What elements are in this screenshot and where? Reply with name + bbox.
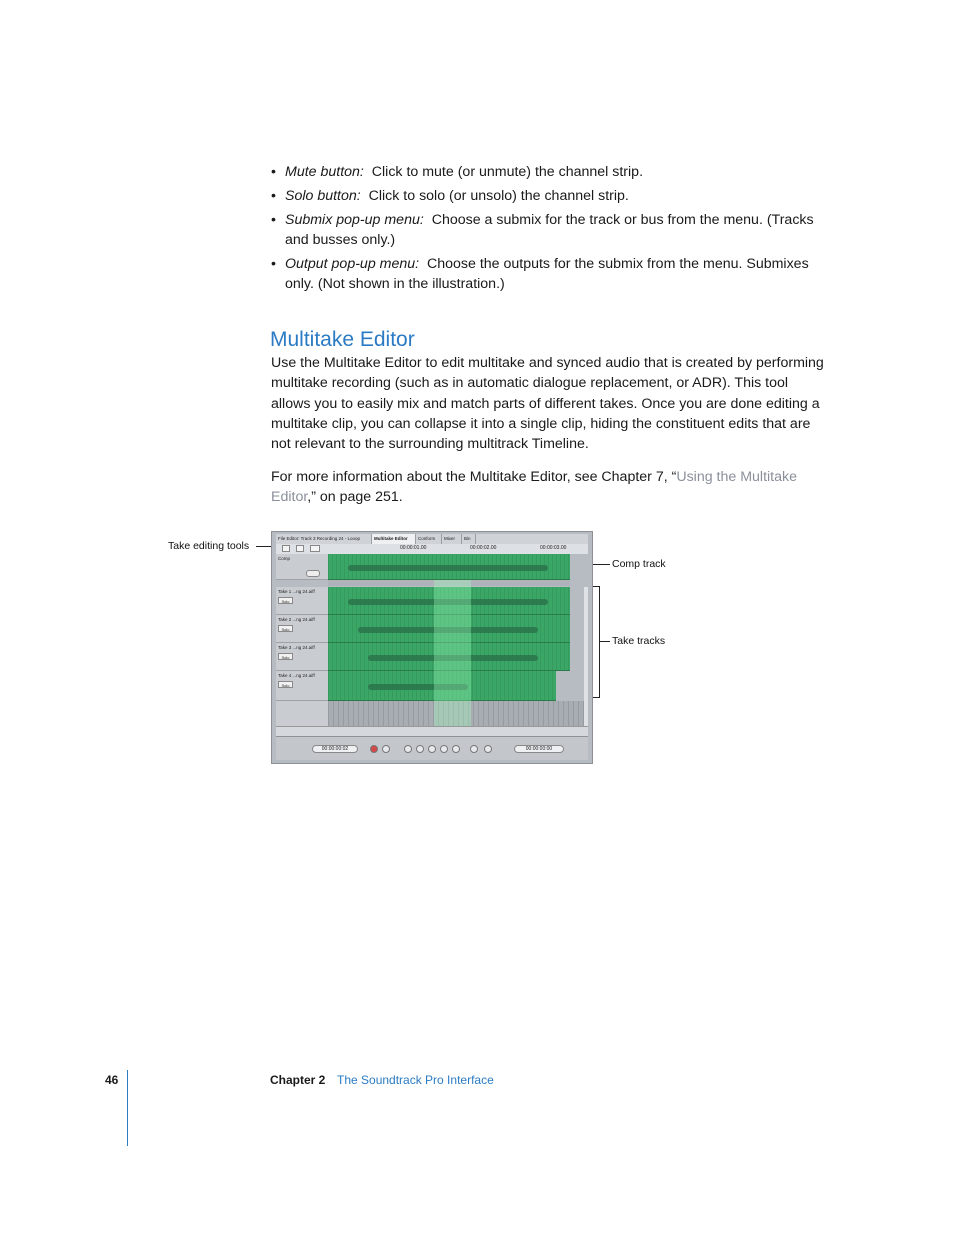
horizontal-scrollbar[interactable] (276, 726, 588, 736)
take-track-label: Take 3 ...ng 24.aiff (278, 645, 315, 650)
sync-icon[interactable] (484, 745, 492, 753)
duration-timecode[interactable]: 00:00:00:00 (514, 745, 564, 753)
solo-button[interactable]: Solo (278, 653, 293, 660)
solo-button[interactable]: Solo (278, 681, 293, 688)
footer-chapter: Chapter 2 (270, 1073, 326, 1087)
tab-conform[interactable]: Conform (416, 534, 442, 544)
bullet-item: • Submix pop-up menu: Choose a submix for the track or bus from the menu. (Tracks and busses only.) (271, 211, 814, 248)
empty-header-area (276, 701, 328, 726)
take-track-label: Take 1 ...ng 24.aiff (278, 589, 315, 594)
comp-track-label: Comp (278, 556, 291, 561)
take-track-header (276, 587, 328, 615)
section-heading: Multitake Editor (270, 328, 415, 351)
selection-highlight (434, 580, 471, 726)
solo-button[interactable]: Solo (278, 597, 293, 604)
take-track-label: Take 4 ...ng 24.aiff (278, 673, 315, 678)
comp-track-header (276, 554, 328, 580)
rewind-icon[interactable] (404, 745, 412, 753)
fast-forward-icon[interactable] (452, 745, 460, 753)
vertical-scrollbar[interactable] (584, 587, 588, 726)
callout-line (600, 641, 610, 642)
next-icon[interactable] (440, 745, 448, 753)
tab-mixer[interactable]: Mixer (442, 534, 462, 544)
ruler-timecode: 00:00:01.00 (400, 545, 427, 551)
page-number: 46 (105, 1073, 119, 1087)
bullet-list (271, 162, 831, 298)
callout-comp-track: Comp track (612, 558, 666, 570)
blade-tool-icon[interactable] (296, 545, 304, 552)
comp-track-lane[interactable] (328, 554, 570, 580)
tab-file-editor[interactable]: File Editor: Track 3 Recording 24 - Looop (276, 534, 372, 544)
tab-bin[interactable]: Bin (462, 534, 476, 544)
arrow-tool-icon[interactable] (282, 545, 290, 552)
record-button-icon[interactable] (370, 745, 378, 753)
waveform (348, 565, 548, 571)
play-selection-icon[interactable] (382, 745, 390, 753)
toolbar-row (276, 544, 588, 554)
callout-take-editing-tools: Take editing tools (168, 540, 250, 552)
reference-paragraph: For more information about the Multitake Editor, see Chapter 7, “Using the Multitake Editor,” on page 251. (271, 469, 797, 506)
bullet-item: • Mute button: Click to mute (or unmute) the channel strip. (271, 164, 644, 180)
solo-button[interactable]: Solo (278, 625, 293, 632)
take-track-label: Take 2 ...ng 24.aiff (278, 617, 315, 622)
gear-icon[interactable] (306, 570, 320, 577)
bullet-item: • Output pop-up menu: Choose the outputs for the submix from the menu. Submixes only. (Not shown in the illustration.) (271, 255, 809, 292)
tab-bar (276, 534, 588, 544)
playhead-timecode[interactable]: 00:00:00:02 (312, 745, 358, 753)
previous-icon[interactable] (416, 745, 424, 753)
callout-take-tracks: Take tracks (612, 635, 666, 647)
footer-rule (127, 1070, 128, 1146)
ruler-timecode: 00:00:02.00 (470, 545, 497, 551)
bullet-item: • Solo button: Click to solo (or unsolo) the channel strip. (271, 187, 629, 204)
cycle-icon[interactable] (470, 745, 478, 753)
timeslice-tool-icon[interactable] (310, 545, 320, 552)
take-track-header (276, 615, 328, 643)
ruler-timecode: 00:00:03.00 (540, 545, 567, 551)
chapter-link[interactable]: Using the Multitake Editor (271, 469, 797, 506)
take-track-header (276, 671, 328, 701)
footer-title: The Soundtrack Pro Interface (337, 1073, 494, 1087)
take-track-header (276, 643, 328, 671)
tab-multitake-editor[interactable]: Multitake Editor (372, 534, 416, 544)
play-icon[interactable] (428, 745, 436, 753)
intro-paragraph: Use the Multitake Editor to edit multitake and synced audio that is created by performing multitake recording (such as in automatic dialogue replacement, or ADR). This tool allows you to easily mix and match parts of different takes. Once you are done editing a multitake clip, you can collapse it into a single clip, hiding the constituent edits that are not relevant to the surrounding multitrack Timeline. (271, 355, 824, 453)
